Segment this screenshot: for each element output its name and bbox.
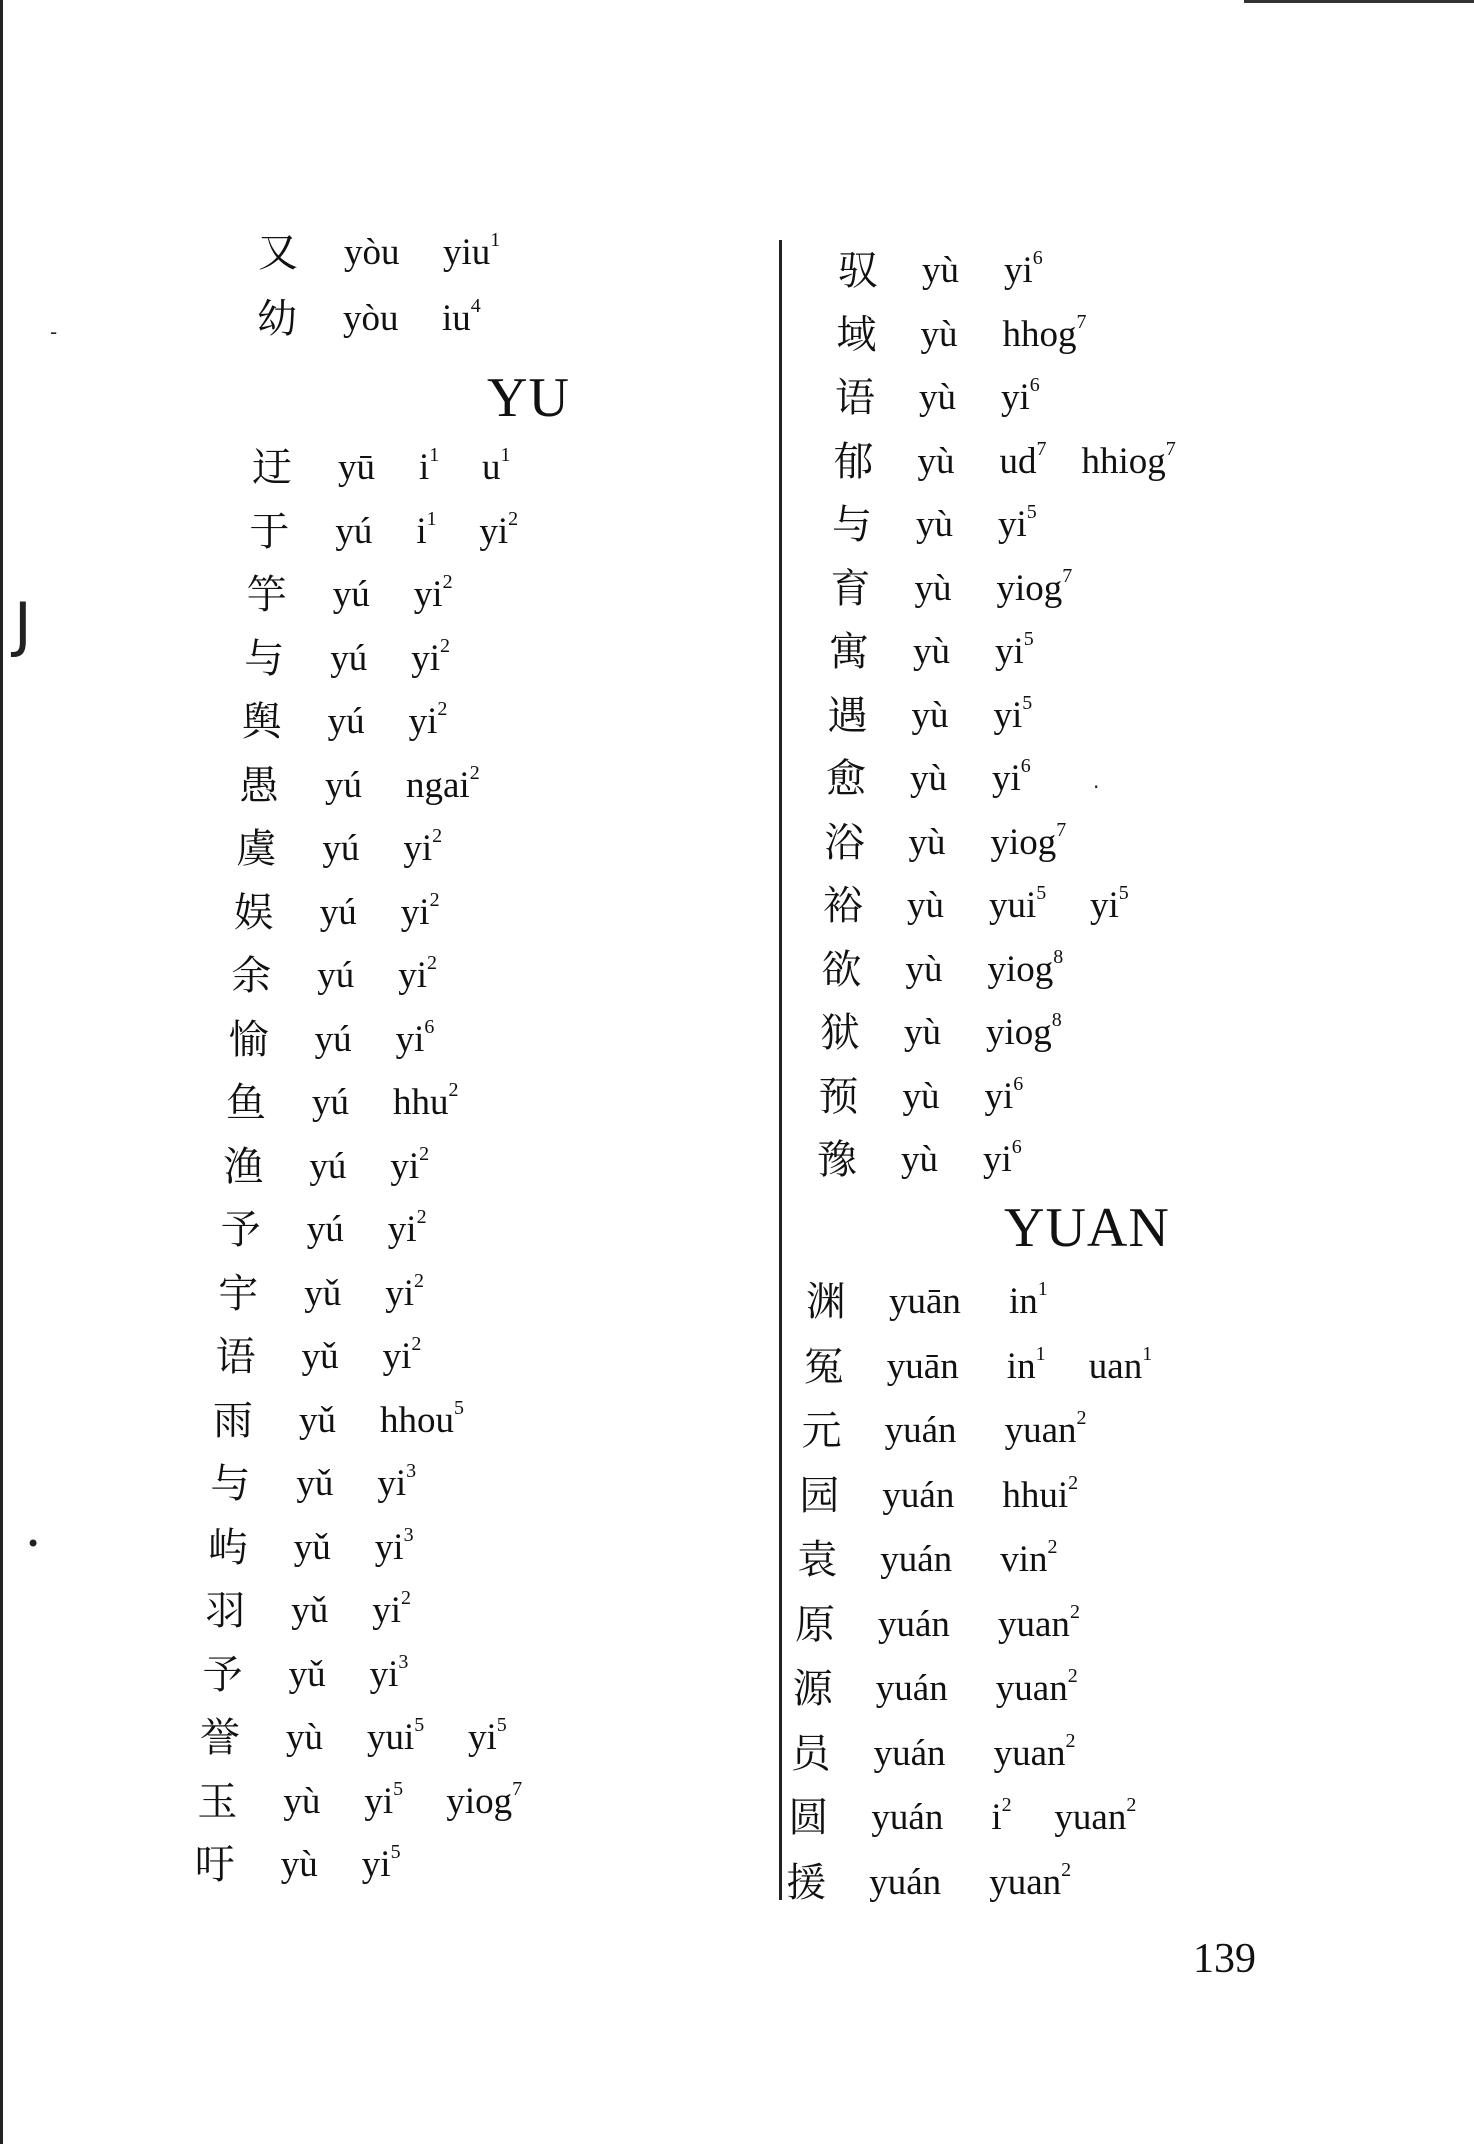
code-base: yi [413, 574, 443, 615]
entry-character: 竽 [246, 572, 287, 618]
entry-code [419, 440, 439, 496]
entry-pinyin: yú [306, 1209, 344, 1250]
code-base: yui [989, 885, 1037, 926]
entry-code [991, 1790, 1011, 1846]
code-tone: 6 [1013, 1072, 1024, 1095]
code-base: hhu [393, 1082, 449, 1123]
code-base: i [419, 447, 430, 488]
code-tone: 4 [470, 295, 481, 317]
code-tone: 7 [1036, 437, 1047, 460]
entry-code [991, 815, 1067, 871]
entry-code [406, 758, 480, 814]
entry-pinyin: yū [338, 447, 375, 488]
entry-pinyin: yù [911, 694, 949, 736]
entry-pinyin: yuán [882, 1474, 955, 1516]
entry-character: 遇 [827, 692, 868, 739]
entry-code [390, 1139, 429, 1195]
entry-code [385, 1266, 424, 1322]
entry-code [393, 1075, 459, 1131]
code-base: u [482, 447, 501, 488]
code-tone: 8 [1053, 945, 1064, 968]
entry-pinyin: yù [283, 1780, 321, 1822]
code-tone: 8 [1051, 1009, 1062, 1031]
entry-pinyin: yù [902, 1075, 940, 1117]
code-tone: 6 [1032, 247, 1043, 269]
code-base: yi [364, 1780, 394, 1822]
code-tone: 6 [1029, 374, 1040, 396]
entry-code [998, 497, 1037, 553]
entry-pinyin: yuān [886, 1345, 959, 1387]
column-divider [779, 240, 782, 1900]
code-tone: 2 [1061, 1858, 1072, 1881]
code-tone: 2 [411, 1333, 422, 1355]
entry-code [1004, 243, 1043, 299]
entry-code [983, 1132, 1022, 1188]
code-tone: 7 [1076, 310, 1087, 333]
entry-character: 圆 [788, 1795, 829, 1841]
entry-character: 狱 [820, 1010, 860, 1056]
entry-code [401, 885, 440, 941]
entry-code [375, 1520, 414, 1576]
code-base: yui [367, 1717, 415, 1758]
entry-character: 愈 [826, 756, 866, 802]
entry-character: 与 [244, 635, 285, 682]
code-tone: 2 [508, 507, 519, 530]
code-base: yi [374, 1526, 404, 1568]
code-tone: 1 [500, 444, 511, 466]
entry-code [370, 1647, 409, 1703]
entry-character: 欲 [821, 946, 862, 993]
entry-code [364, 1774, 403, 1830]
entry-code [994, 688, 1033, 744]
code-tone: 6 [424, 1015, 435, 1038]
entry-character: 豫 [817, 1137, 857, 1183]
code-base: yi [372, 1590, 401, 1631]
entry-character: 予 [202, 1651, 243, 1698]
entry-character: 裕 [823, 883, 863, 929]
entry-character: 玉 [197, 1778, 238, 1825]
code-tone: 7 [1056, 818, 1067, 841]
entry-code [988, 942, 1064, 998]
entry-character: 源 [792, 1666, 833, 1712]
code-tone: 2 [432, 825, 443, 847]
code-base: yi [387, 1209, 417, 1250]
code-base: hhui [1002, 1474, 1069, 1516]
code-base: yiog [987, 948, 1054, 990]
code-tone: 5 [390, 1841, 401, 1863]
code-tone: 2 [1065, 1729, 1076, 1752]
entry-pinyin: yòu [343, 298, 399, 339]
entry-pinyin: yǔ [301, 1336, 339, 1377]
code-base: yiog [446, 1780, 513, 1822]
entry-pinyin: yù [916, 504, 953, 545]
entry-code [482, 440, 511, 496]
code-base: yi [1090, 885, 1119, 926]
page-number: 139 [1193, 1936, 1256, 1982]
entry-code [414, 567, 453, 623]
code-base: yi [400, 891, 430, 933]
entry-code [380, 1393, 464, 1449]
entry-code [1003, 307, 1087, 363]
code-base: yiog [996, 567, 1063, 609]
entry-code [997, 561, 1073, 617]
entry-code [398, 948, 437, 1004]
code-base: ud [999, 440, 1037, 482]
code-base: in [1009, 1281, 1038, 1322]
code-tone: 5 [1026, 501, 1037, 523]
code-base: uan [1088, 1345, 1143, 1387]
entry-pinyin: yǔ [293, 1526, 331, 1568]
entry-pinyin: yú [312, 1082, 349, 1123]
code-tone: 7 [512, 1777, 523, 1800]
code-tone: 5 [1036, 882, 1047, 904]
entry-code [1009, 1274, 1048, 1330]
entry-character: 语 [215, 1334, 256, 1380]
code-base: yuan [993, 1732, 1066, 1774]
scan-speck: • [26, 1530, 41, 1558]
code-base: yi [468, 1717, 497, 1758]
code-tone: 1 [1035, 1342, 1046, 1365]
entry-code [446, 1774, 522, 1830]
entry-pinyin: yuán [878, 1603, 950, 1645]
code-base: yi [479, 510, 509, 552]
scan-speck: · [1093, 775, 1100, 799]
entry-pinyin: yú [319, 891, 357, 933]
entry-pinyin: yù [919, 377, 956, 418]
code-tone: 2 [429, 888, 440, 911]
code-tone: 7 [1062, 564, 1073, 587]
code-tone: 2 [1126, 1794, 1137, 1816]
code-tone: 2 [426, 952, 437, 974]
entry-code [986, 1005, 1062, 1061]
entry-pinyin: yù [922, 250, 959, 291]
entry-character: 浴 [824, 819, 865, 866]
entry-code [985, 1069, 1024, 1125]
entry-character: 冤 [803, 1343, 844, 1390]
code-tone: 1 [1037, 1278, 1048, 1300]
code-base: yi [995, 631, 1024, 672]
top-rule [1244, 0, 1474, 3]
code-tone: 5 [414, 1714, 425, 1736]
entry-code [411, 631, 450, 687]
code-tone: 2 [437, 698, 448, 720]
entry-pinyin: yù [920, 313, 958, 355]
code-base: yuan [998, 1603, 1070, 1645]
entry-code [1090, 878, 1129, 934]
code-tone: 3 [403, 1523, 414, 1546]
entry-character: 预 [818, 1073, 859, 1120]
entry-character: 育 [830, 565, 871, 612]
code-tone: 3 [406, 1460, 417, 1482]
code-tone: 2 [1047, 1536, 1058, 1558]
entry-code [1002, 1468, 1078, 1524]
code-tone: 1 [1142, 1342, 1153, 1365]
entry-code [1007, 1339, 1046, 1395]
code-tone: 2 [400, 1587, 411, 1609]
code-tone: 2 [1067, 1665, 1078, 1687]
entry-code [403, 821, 442, 877]
entry-pinyin: yú [309, 1145, 347, 1187]
entry-code [998, 1597, 1080, 1653]
entry-pinyin: yù [901, 1139, 938, 1180]
entry-code [996, 1661, 1078, 1717]
code-tone: 5 [393, 1777, 404, 1800]
code-base: yi [390, 1145, 420, 1187]
entry-character: 吁 [194, 1842, 235, 1888]
entry-pinyin: yù [286, 1717, 323, 1758]
entry-character: 幼 [257, 296, 297, 342]
entry-pinyin: yǔ [288, 1653, 326, 1695]
entry-pinyin: yù [907, 885, 944, 926]
entry-character: 予 [220, 1207, 261, 1253]
entry-code [443, 225, 500, 281]
entry-character: 誉 [200, 1715, 240, 1761]
entry-code [468, 1710, 507, 1766]
code-base: yi [998, 504, 1027, 545]
code-base: yi [377, 1463, 407, 1504]
code-base: i [416, 510, 427, 552]
entry-character: 宇 [218, 1270, 259, 1317]
entry-character: 与 [832, 502, 872, 548]
code-tone: 1 [429, 444, 440, 466]
entry-pinyin: yú [335, 510, 373, 552]
code-base: hhog [1002, 313, 1077, 355]
entry-character: 鱼 [226, 1080, 266, 1126]
entry-pinyin: yǔ [296, 1463, 334, 1504]
code-tone: 2 [1069, 1600, 1080, 1623]
code-base: yuan [1004, 1410, 1077, 1451]
code-tone: 1 [426, 507, 437, 530]
entry-code [1054, 1790, 1136, 1846]
entry-character: 屿 [207, 1524, 248, 1571]
code-tone: 5 [454, 1396, 464, 1419]
entry-character: 渊 [806, 1279, 846, 1325]
entry-character: 原 [795, 1601, 835, 1648]
code-tone: 5 [496, 1714, 507, 1736]
entry-code [1000, 1532, 1057, 1588]
entry-character: 员 [790, 1730, 831, 1777]
code-base: yuan [995, 1668, 1068, 1709]
entry-pinyin: yuán [871, 1797, 944, 1838]
entry-code [367, 1710, 424, 1766]
entry-pinyin: yú [317, 955, 355, 996]
entry-code [995, 624, 1034, 680]
code-tone: 2 [1001, 1794, 1012, 1816]
code-base: hhiog [1081, 440, 1166, 482]
entry-pinyin: yuán [875, 1668, 948, 1709]
entry-pinyin: yuán [869, 1861, 942, 1903]
entry-character: 驭 [838, 248, 878, 294]
entry-pinyin: yuān [889, 1281, 961, 1322]
entry-pinyin: yù [904, 1012, 941, 1053]
code-tone: 5 [1023, 628, 1034, 650]
entry-pinyin: yù [914, 567, 952, 609]
entry-character: 虞 [236, 826, 277, 872]
entry-code [1089, 1339, 1152, 1395]
entry-code [989, 1855, 1071, 1911]
entry-pinyin: yù [908, 821, 946, 863]
code-base: yiu [443, 232, 491, 273]
code-base: iu [442, 298, 471, 339]
scan-speck: - [50, 320, 58, 344]
code-base: yi [395, 1018, 425, 1060]
code-tone: 2 [413, 1269, 424, 1292]
code-tone: 6 [1011, 1136, 1022, 1158]
entry-character: 渔 [223, 1143, 264, 1190]
code-base: yi [385, 1272, 414, 1314]
code-base: yi [993, 694, 1023, 736]
code-tone: 2 [442, 571, 453, 593]
entry-pinyin: yǔ [304, 1272, 342, 1314]
code-tone: 3 [398, 1650, 409, 1673]
code-base: yi [382, 1336, 412, 1377]
entry-code [396, 1012, 435, 1068]
entry-character: 娱 [233, 889, 274, 936]
code-base: ngai [406, 764, 470, 806]
code-base: yi [361, 1844, 391, 1885]
entry-character: 于 [249, 508, 290, 555]
entry-pinyin: yuán [880, 1539, 953, 1580]
entry-character: 援 [786, 1859, 827, 1906]
entry-character: 袁 [797, 1537, 838, 1583]
code-base: yiog [990, 821, 1057, 863]
code-base: vin [1000, 1539, 1048, 1580]
code-tone: 2 [1068, 1471, 1079, 1494]
entry-pinyin: yòu [344, 232, 400, 273]
entry-pinyin: yǔ [291, 1590, 329, 1631]
code-base: yi [369, 1653, 399, 1695]
entry-character: 元 [801, 1408, 842, 1454]
code-tone: 5 [1022, 691, 1033, 714]
entry-pinyin: yú [314, 1018, 352, 1060]
entry-pinyin: yú [330, 637, 368, 679]
entry-pinyin: yuán [873, 1732, 946, 1774]
entry-character: 寓 [829, 629, 869, 675]
entry-character: 域 [836, 311, 877, 358]
entry-pinyin: yù [905, 948, 943, 990]
code-tone: 5 [1118, 882, 1129, 904]
code-tone: 2 [448, 1079, 459, 1101]
code-tone: 2 [419, 1142, 430, 1165]
code-tone: 1 [490, 229, 501, 251]
entry-code [383, 1329, 422, 1385]
entry-character: 愚 [239, 762, 279, 809]
entry-code [416, 504, 436, 560]
code-base: yi [398, 955, 427, 996]
entry-pinyin: yù [913, 631, 950, 672]
scan-margin-mark: J [14, 590, 32, 660]
entry-code [1001, 370, 1040, 426]
code-base: in [1006, 1345, 1036, 1387]
code-base: yuan [1054, 1797, 1127, 1838]
entry-code [362, 1837, 401, 1893]
entry-code [1005, 1403, 1087, 1459]
entry-character: 又 [258, 230, 298, 276]
entry-pinyin: yù [280, 1844, 318, 1885]
code-tone: 6 [1020, 755, 1031, 777]
entry-code [377, 1456, 416, 1512]
code-base: i [991, 1797, 1002, 1838]
entry-code [409, 694, 448, 750]
code-base: yiog [986, 1012, 1052, 1053]
entry-character: 羽 [205, 1588, 246, 1634]
entry-pinyin: yú [325, 764, 362, 806]
code-base: yi [403, 828, 433, 869]
section-heading: YUAN [1004, 1197, 1170, 1259]
entry-pinyin: yuán [884, 1410, 957, 1451]
entry-code [1082, 434, 1176, 490]
entry-code [992, 751, 1031, 807]
code-base: yi [411, 637, 440, 679]
code-base: yi [1004, 250, 1033, 291]
entry-code [442, 291, 481, 347]
entry-character: 愉 [228, 1016, 269, 1063]
entry-pinyin: yǔ [299, 1399, 336, 1441]
entry-code [994, 1726, 1076, 1782]
code-tone: 2 [469, 761, 480, 784]
code-base: hhou [380, 1399, 454, 1441]
entry-code [372, 1583, 411, 1639]
entry-character: 与 [210, 1461, 251, 1507]
entry-character: 迂 [252, 445, 292, 491]
code-tone: 2 [1076, 1407, 1087, 1429]
entry-pinyin: yú [322, 828, 360, 869]
code-base: yi [1001, 377, 1030, 418]
entry-character: 语 [835, 375, 875, 421]
section-heading: YU [487, 367, 570, 429]
entry-code [989, 878, 1046, 934]
entry-code [479, 504, 518, 560]
entry-character: 舆 [241, 699, 282, 745]
entry-character: 园 [799, 1472, 840, 1519]
entry-character: 余 [231, 953, 272, 999]
code-base: yi [984, 1075, 1014, 1117]
code-base: yuan [989, 1861, 1062, 1903]
code-tone: 2 [416, 1206, 427, 1228]
entry-pinyin: yù [910, 758, 947, 799]
code-base: yi [992, 758, 1021, 799]
page-edge [0, 0, 3, 2144]
entry-code [1000, 434, 1047, 490]
code-base: yi [408, 701, 438, 742]
entry-pinyin: yú [332, 574, 370, 615]
entry-pinyin: yù [917, 440, 955, 482]
entry-character: 郁 [833, 438, 874, 485]
code-tone: 2 [439, 634, 450, 657]
code-base: yi [983, 1139, 1012, 1180]
code-tone: 7 [1165, 437, 1176, 460]
entry-pinyin: yú [327, 701, 365, 742]
entry-character: 雨 [213, 1397, 253, 1444]
entry-code [388, 1202, 427, 1258]
